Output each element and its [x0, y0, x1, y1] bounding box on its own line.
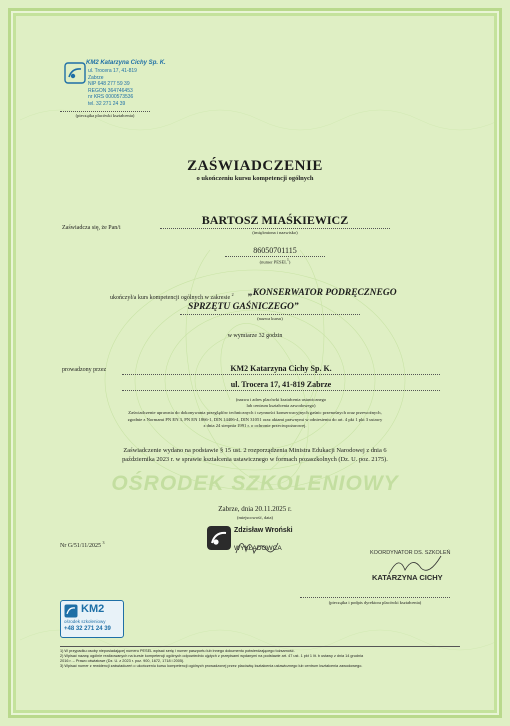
course-caption: (nazwa kursu) — [257, 316, 283, 321]
legal-line: Zaświadczenie uprawnia do dokonywania przeglądów technicznych i czynności konserwacyjnych gaśnic przenośnych oraz przewoźnych, — [128, 410, 382, 415]
course-intro: ukończył/a kurs kompetencji ogólnych w zakresie $^2$ — [110, 292, 234, 301]
lecturer-name: Zdzisław Wroński — [234, 527, 293, 534]
watermark-text: OŚRODEK SZKOLENIOWY — [111, 472, 399, 495]
stamp-line: NIP 648 277 59 39 — [88, 81, 130, 88]
stamp-caption: (pieczątka placówki kształcenia) — [75, 113, 135, 118]
director-signature-line — [300, 597, 450, 598]
basis-paragraph — [58, 446, 452, 464]
stamp-line: REGON 364746453 — [88, 87, 133, 94]
certificate-number: Nr G/51/11/2025 $^3$ — [60, 540, 105, 549]
bottom-logo-stamp — [60, 600, 124, 638]
lecturer-stamp-logo-icon — [206, 525, 232, 551]
bottom-logo-phone: +48 32 271 24 39 — [64, 626, 111, 632]
footnotes — [60, 649, 460, 669]
bottom-logo-brand: KM2 — [81, 603, 105, 615]
bottom-logo-subtitle: ośrodek szkoleniowy — [64, 619, 106, 624]
provider-caption-2: lub centrum kształcenia zawodowego) — [246, 403, 316, 408]
footnote-item: 3) Wpisać numer z rewidencji zaświadczeń o ukończeniu kursu kompetencji ogólnych prowadzonej przez placówkę kształcenia ustawicznego lub centrum kształcenia zawodowego. — [60, 664, 363, 668]
course-hours: w wymiarze 32 godzin — [227, 333, 283, 339]
provider-name: KM2 Katarzyna Cichy Sp. K. — [230, 364, 332, 373]
legal-paragraph — [60, 410, 450, 430]
director-signature-caption: (pieczątka i podpis dyrektora placówki kształcenia) — [328, 600, 422, 605]
pesel-number: 86050701115 — [253, 246, 297, 255]
pesel-caption: (numer PESEL$^1$) — [259, 258, 291, 265]
school-stamp — [64, 60, 166, 108]
course-name-line2: SPRZĘTU GAŚNICZEGO” — [188, 302, 299, 312]
stamp-line: ul. Trocera 17, 41-819 Zabrze — [88, 68, 137, 81]
legal-line: z dnia 24 sierpnia 1991 r. o ochronie przeciwpożarowej. — [203, 423, 307, 428]
provider-name-underline — [122, 374, 440, 375]
certificate-subtitle: o ukończeniu kursu kompetencji ogólnych — [196, 175, 314, 182]
issue-place-date: Zabrze, dnia 20.11.2025 r. — [218, 505, 292, 513]
basis-line: października 2023 r. w sprawie kształcenia ustawicznego w formach pozaszkolnych (Dz. U. poz. 2175). — [122, 456, 388, 463]
stamp-underline — [60, 111, 150, 112]
certificate-title: ZAŚWIADCZENIE — [187, 158, 323, 174]
km2-logo-icon — [64, 62, 86, 84]
name-underline — [160, 228, 390, 229]
basis-line: Zaświadczenie wydano na podstawie § 15 ust. 2 rozporządzenia Ministra Edukacji Narodowej z dnia 6 — [123, 447, 387, 454]
person-intro: Zaświadcza się, że Pan/i — [62, 225, 121, 231]
course-underline — [180, 314, 360, 315]
stamp-line: nr KRS 0000573536 — [88, 94, 134, 101]
lecturer-signature — [232, 533, 282, 563]
pesel-underline — [225, 256, 325, 257]
course-name-line1: „KONSERWATOR PODRĘCZNEGO — [248, 288, 397, 298]
coordinator-name: KATARZYNA CICHY — [372, 573, 443, 582]
stamp-company-name: KM2 Katarzyna Cichy Sp. K. — [86, 60, 166, 66]
provider-address-underline — [122, 390, 440, 391]
footnote-item: 2) Wpisać nazwę ogólnie realizowanych na kursie kompetencji ogólnych odpowiednio ujętych z przepisami wydanymi na podstawie art. 47 ust. 1 pkt 1 lit. b ustawy z dnia 14 grudnia — [60, 654, 364, 658]
provider-address: ul. Trocera 17, 41-819 Zabrze — [230, 380, 332, 389]
lecturer-role: WYKŁADOWCA — [234, 545, 282, 552]
name-caption: (imię/imiona i nazwisko) — [252, 230, 298, 235]
bottom-logo-icon — [64, 604, 78, 618]
footnote-item: 2016 r. – Prawo oświatowe (Dz. U. z 2023 r. poz. 900, 1672, 1718 i 2005). — [60, 659, 185, 663]
footnote-divider — [60, 646, 460, 647]
person-name: BARTOSZ MIAŚKIEWICZ — [201, 213, 349, 227]
provider-intro: prowadzony przez — [62, 367, 107, 373]
legal-line: zgodnie z Normami PN EN 3, PN EN 1866-1, DIN 14406-4, DIN 31051 oraz aktami prawnymi w odniesieniu do art. 4 pkt 1 pkt 3 ustawy — [127, 416, 383, 422]
stamp-line: tel. 32 271 24 39 — [88, 100, 126, 107]
coordinator-role: KOORDYNATOR DS. SZKOLEŃ — [370, 550, 451, 556]
stamp-address-lines — [88, 68, 150, 108]
coordinator-signature — [385, 550, 445, 580]
provider-caption-1: (nazwa i adres placówki kształcenia ustawicznego — [235, 397, 327, 402]
issue-place-date-caption: (miejscowość, data) — [237, 515, 273, 520]
footnote-item: 1) W przypadku osoby nieposiadającej numeru PESEL wpisać serię i numer paszportu lub innego dokumentu potwierdzającego tożsamość. — [60, 649, 295, 653]
